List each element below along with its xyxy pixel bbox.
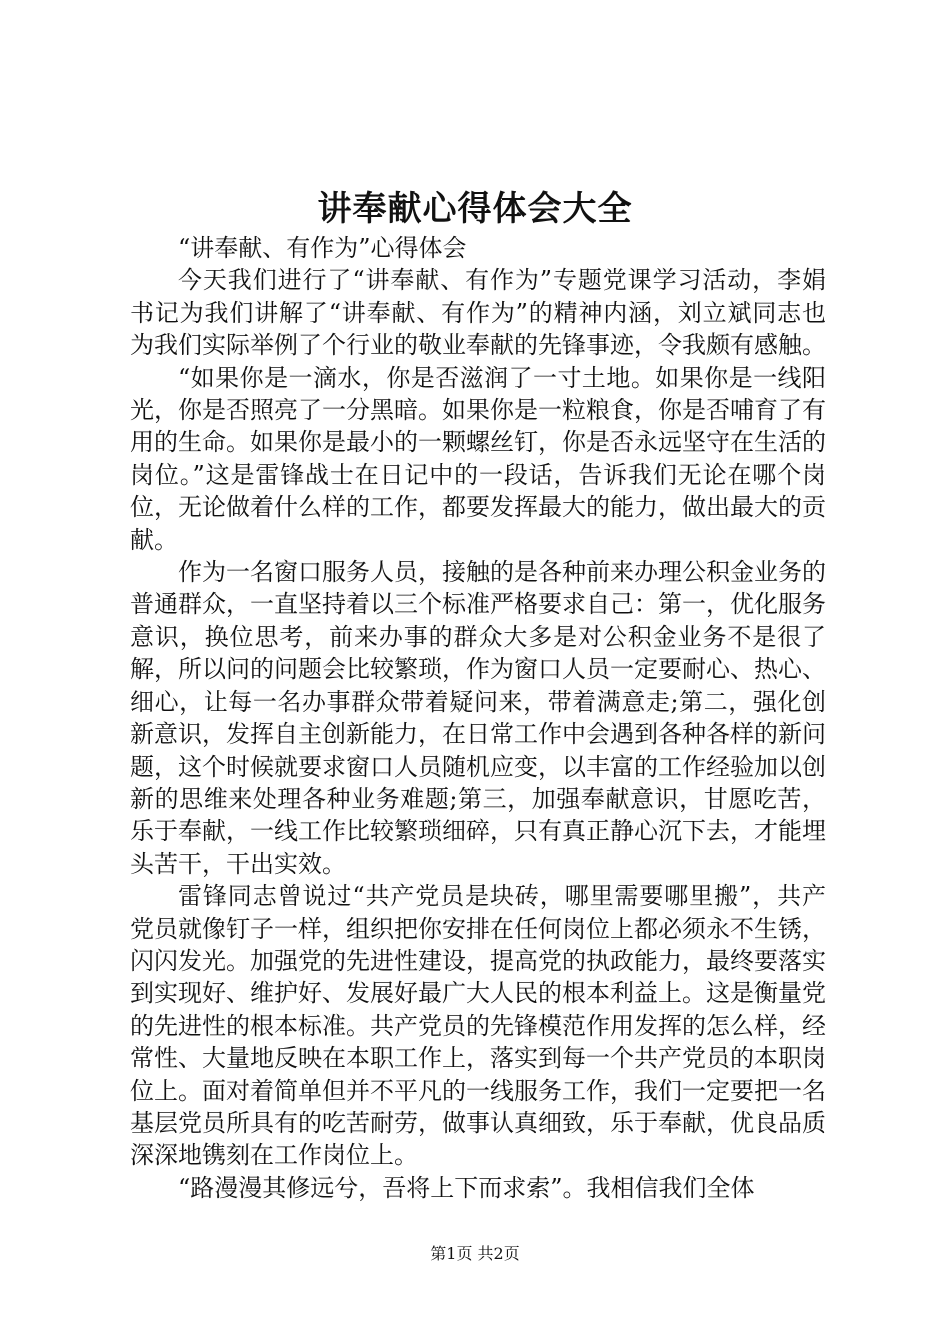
body-paragraph: 作为一名窗口服务人员，接触的是各种前来办理公积金业务的普通群众，一直坚持着以三个标准严格要求自己：第一，优化服务意识，换位思考，前来办事的群众大多是对公积金业务不是很了解，所以问的问题会比较繁琐，作为窗口人员一定要耐心、热心、细心，让每一名办事群众带着疑问来，带着满意走;第二，强化创新意识，发挥自主创新能力，在日常工作中会遇到各种各样的新问题，这个时候就要求窗口人员随机应变，以丰富的工作经验加以创新的思维来处理各种业务难题;第三，加强奉献意识，甘愿吃苦，乐于奉献，一线工作比较繁琐细碎，只有真正静心沉下去，才能埋头苦干，干出实效。 — [130, 558, 826, 878]
document-body — [130, 232, 826, 1204]
body-paragraph: 今天我们进行了“讲奉献、有作为”专题党课学习活动，李娟书记为我们讲解了“讲奉献、有作为”的精神内涵，刘立斌同志也为我们实际举例了个行业的敬业奉献的先锋事迹，令我颇有感触。 — [130, 266, 826, 360]
subtitle-paragraph: “讲奉献、有作为”心得体会 — [178, 234, 467, 262]
page-number-footer: 第1页 共2页 — [430, 1244, 520, 1263]
body-paragraph: “路漫漫其修远兮，吾将上下而求索”。我相信我们全体 — [178, 1173, 755, 1202]
document-title: 讲奉献心得体会大全 — [317, 189, 633, 229]
body-paragraph: “如果你是一滴水，你是否滋润了一寸土地。如果你是一线阳光，你是否照亮了一分黑暗。如果你是一粒粮食，你是否哺育了有用的生命。如果你是最小的一颗螺丝钉，你是否永远坚守在生活的岗位。”这是雷锋战士在日记中的一段话，告诉我们无论在哪个岗位，无论做着什么样的工作，都要发挥最大的能力，做出最大的贡献。 — [130, 363, 826, 554]
body-paragraph: 雷锋同志曾说过“共产党员是块砖，哪里需要哪里搬”，共产党员就像钉子一样，组织把你安排在任何岗位上都必须永不生锈，闪闪发光。加强党的先进性建设，提高党的执政能力，最终要落实到实现好、维护好、发展好最广大人民的根本利益上。这是衡量党的先进性的根本标准。共产党员的先锋模范作用发挥的怎么样，经常性、大量地反映在本职工作上，落实到每一个共产党员的本职岗位上。面对着简单但并不平凡的一线服务工作，我们一定要把一名基层党员所具有的吃苦耐劳，做事认真细致，乐于奉献，优良品质深深地镌刻在工作岗位上。 — [130, 882, 826, 1170]
